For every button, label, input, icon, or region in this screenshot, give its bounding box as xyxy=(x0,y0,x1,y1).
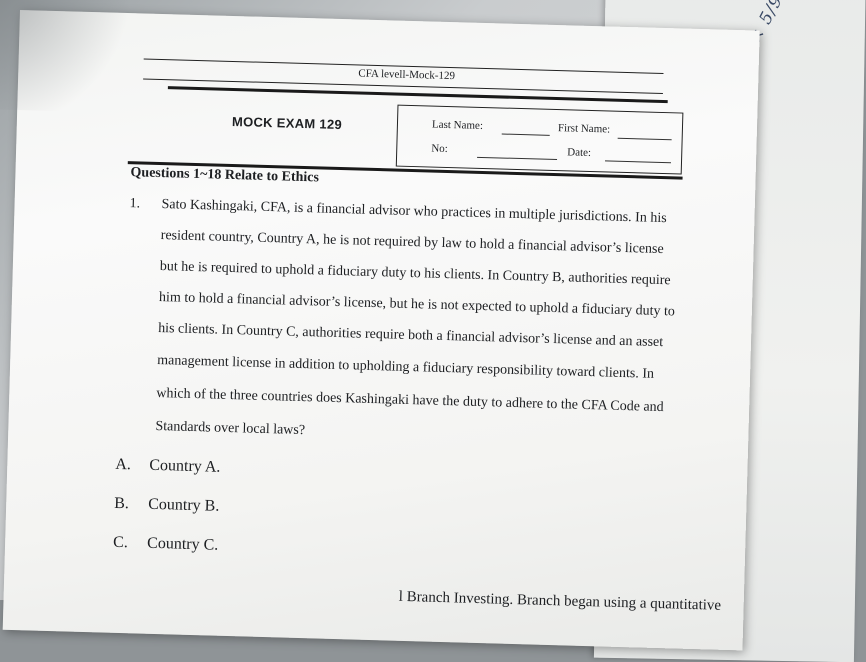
question-text-line: management license in addition to upholding a fiduciary responsibility toward clients. In xyxy=(157,352,655,382)
option-text: Country C. xyxy=(146,534,219,554)
date-field[interactable] xyxy=(605,160,671,163)
last-name-field[interactable] xyxy=(502,133,550,135)
option-letter: B. xyxy=(114,494,130,513)
last-name-label: Last Name: xyxy=(431,118,484,132)
next-question-partial-text: l Branch Investing. Branch began using a quantitative xyxy=(398,588,722,614)
running-title: CFA levell-Mock-129 xyxy=(358,67,456,83)
no-label: No: xyxy=(431,142,448,155)
question-text-line: which of the three countries does Kashingaki have the duty to adhere to the CFA Code and xyxy=(156,385,664,416)
first-name-label: First Name: xyxy=(557,122,611,136)
first-name-field[interactable] xyxy=(618,138,672,141)
option-letter: C. xyxy=(112,533,129,552)
exam-page xyxy=(3,10,760,650)
number-field[interactable] xyxy=(477,157,557,160)
answer-option-c[interactable] xyxy=(113,534,219,555)
student-info-box xyxy=(396,105,684,175)
section-heading: Questions 1~18 Relate to Ethics xyxy=(130,165,320,186)
margin-handwriting: 5/9 xyxy=(755,0,788,28)
question-text-line: but he is required to uphold a fiduciary duty to his clients. In Country B, authorities require xyxy=(159,259,671,289)
question-text-line: his clients. In Country C, authorities require both a financial advisor’s license and an asset xyxy=(157,320,664,351)
question-text-line: Standards over local laws? xyxy=(155,418,306,439)
question-text-line: resident country, Country A, he is not required by law to hold a financial advisor’s license xyxy=(160,228,664,258)
page-corner-shadow xyxy=(0,0,151,114)
date-label: Date: xyxy=(567,146,592,159)
option-text: Country B. xyxy=(148,495,220,515)
exam-title: MOCK EXAM 129 xyxy=(231,113,343,133)
answer-option-a[interactable] xyxy=(115,456,221,477)
question-text-line: him to hold a financial advisor’s license, but he is not expected to uphold a fiduciary duty to xyxy=(158,289,676,320)
header-rule-bottom xyxy=(143,78,663,94)
option-letter: A. xyxy=(115,455,132,474)
title-rule-thick xyxy=(168,86,668,103)
answer-option-b[interactable] xyxy=(114,495,220,516)
question-number: 1. xyxy=(129,196,141,212)
question-text-line: Sato Kashingaki, CFA, is a financial advisor who practices in multiple jurisdictions. In his xyxy=(161,197,667,227)
option-text: Country A. xyxy=(149,456,221,476)
